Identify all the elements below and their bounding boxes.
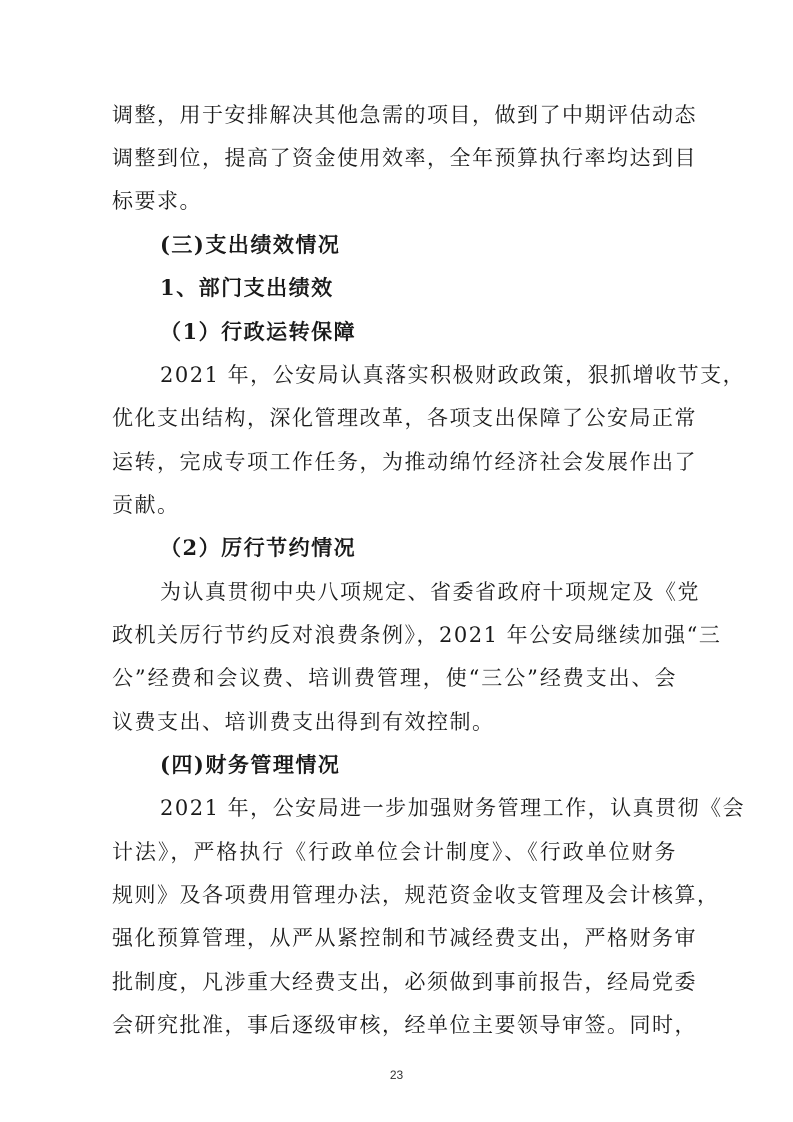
paragraph-line: 优化支出结构，深化管理改革，各项支出保障了公安局正常 [112, 406, 697, 430]
paragraph-line: 政机关厉行节约反对浪费条例》，2021 年公安局继续加强“三 [112, 623, 722, 647]
paragraph-line: 贡献。 [112, 493, 180, 517]
item-heading: （2）厉行节约情况 [160, 535, 357, 560]
paragraph-line: 2021 年，公安局进一步加强财务管理工作，认真贯彻《会 [160, 796, 746, 820]
paragraph-line: 批制度，凡涉重大经费支出，必须做到事前报告，经局党委 [112, 970, 697, 994]
paragraph-line: 计法》，严格执行《行政单位会计制度》、《行政单位财务 [112, 840, 677, 864]
section-heading: (三)支出绩效情况 [160, 232, 341, 257]
paragraph-line: 调整，用于安排解决其他急需的项目，做到了中期评估动态 [112, 103, 697, 127]
subsection-heading: 1、部门支出绩效 [160, 275, 334, 300]
item-heading: （1）行政运转保障 [160, 319, 357, 344]
paragraph-line: 强化预算管理，从严从紧控制和节减经费支出，严格财务审 [112, 926, 697, 950]
section-heading: (四)财务管理情况 [160, 752, 341, 777]
paragraph-line: 为认真贯彻中央八项规定、省委省政府十项规定及《党 [160, 580, 700, 604]
paragraph-line: 规则》及各项费用管理办法，规范资金收支管理及会计核算， [112, 883, 720, 907]
paragraph-line: 公”经费和会议费、培训费管理，使“三公”经费支出、会 [112, 666, 677, 690]
paragraph-line: 会研究批准，事后逐级审核，经单位主要领导审签。同时， [112, 1013, 697, 1037]
paragraph-line: 2021 年，公安局认真落实积极财政政策，狠抓增收节支， [160, 363, 746, 387]
paragraph-line: 标要求。 [112, 189, 202, 213]
paragraph-line: 运转，完成专项工作任务，为推动绵竹经济社会发展作出了 [112, 450, 697, 474]
paragraph-line: 调整到位，提高了资金使用效率，全年预算执行率均达到目 [112, 146, 697, 170]
page-number: 23 [389, 1068, 404, 1082]
paragraph-line: 议费支出、培训费支出得到有效控制。 [112, 710, 495, 734]
